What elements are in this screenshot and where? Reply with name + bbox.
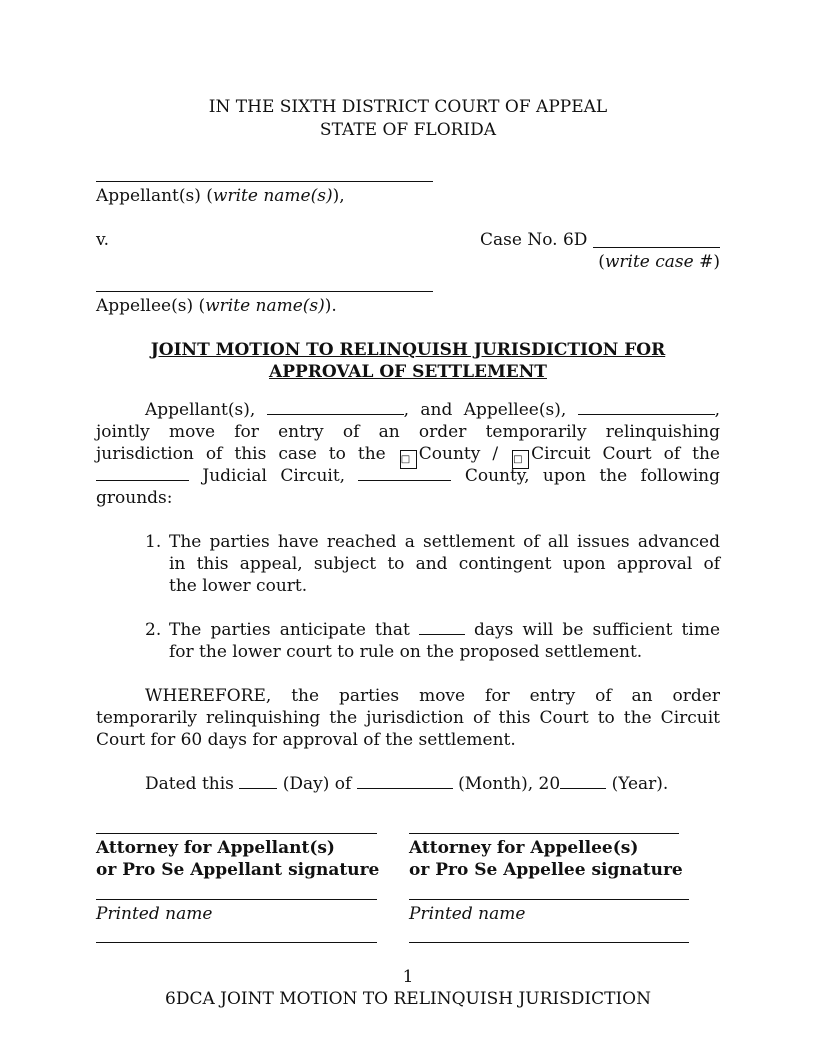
appellant-printed-name-line[interactable]: [96, 899, 377, 900]
form-footer-title: 6DCA JOINT MOTION TO RELINQUISH JURISDICTION: [165, 989, 651, 1009]
case-number-label: Case No. 6D: [480, 230, 588, 250]
case-number-hint: (write case #): [598, 252, 720, 272]
appellant-signature-line[interactable]: [96, 833, 377, 834]
wherefore-line-2: temporarily relinquishing the jurisdiction of this Court to the Circuit: [96, 708, 720, 728]
county-name-field[interactable]: [358, 466, 451, 481]
appellant-hint: write name(s): [212, 186, 333, 206]
appellant-printed-name-label: Printed name: [96, 904, 213, 924]
appellee-printed-name-line[interactable]: [409, 899, 689, 900]
year-field[interactable]: [560, 774, 606, 789]
ground-1-number: 1.: [145, 532, 162, 552]
dated-line: Dated this (Day) of (Month), 20 (Year).: [145, 774, 669, 794]
appellant-extra-line[interactable]: [96, 942, 377, 943]
appellee-names-field[interactable]: [578, 400, 715, 415]
court-name: IN THE SIXTH DISTRICT COURT OF APPEAL: [208, 97, 608, 117]
intro-line-5: grounds:: [96, 488, 173, 508]
intro-line-2: jointly move for entry of an order temporarily relinquishing: [96, 422, 720, 442]
ground-1-line-1: The parties have reached a settlement of all issues advanced: [169, 532, 720, 552]
appellant-signature-label-1: Attorney for Appellant(s): [96, 838, 335, 858]
ground-2-line-2: for the lower court to rule on the proposed settlement.: [169, 642, 643, 662]
day-field[interactable]: [239, 774, 277, 789]
ground-1-line-3: the lower court.: [169, 576, 308, 596]
circuit-court-checkbox[interactable]: □: [512, 450, 529, 469]
appellee-signature-label-2: or Pro Se Appellee signature: [409, 860, 683, 880]
ground-2-line-1: The parties anticipate that days will be sufficient time: [169, 620, 721, 640]
judicial-circuit-field[interactable]: [96, 466, 189, 481]
wherefore-line-3: Court for 60 days for approval of the settlement.: [96, 730, 516, 750]
intro-line-1: Appellant(s), , and Appellee(s), ,: [145, 400, 720, 420]
appellee-extra-line[interactable]: [409, 942, 689, 943]
wherefore-line-1: WHEREFORE, the parties move for entry of an order: [145, 686, 720, 706]
versus-label: v.: [96, 230, 109, 250]
ground-1-line-2: in this appeal, subject to and contingent upon approval of: [169, 554, 720, 574]
motion-title: JOINT MOTION TO RELINQUISH JURISDICTION FOR APPROVAL OF SETTLEMENT: [150, 340, 666, 382]
intro-line-4: Judicial Circuit, County, upon the following: [96, 465, 720, 487]
intro-line-3: jurisdiction of this case to the □ County / □ Circuit Court of the: [96, 443, 720, 469]
appellant-signature-label-2: or Pro Se Appellant signature: [96, 860, 380, 880]
appellant-name-line[interactable]: [96, 181, 433, 182]
state-name: STATE OF FLORIDA: [319, 120, 497, 140]
days-field[interactable]: [419, 620, 465, 635]
county-court-checkbox[interactable]: □: [400, 450, 417, 469]
appellee-label: Appellee(s) (write name(s)).: [96, 296, 337, 316]
appellant-label: Appellant(s) (write name(s)),: [96, 186, 345, 206]
appellee-signature-label-1: Attorney for Appellee(s): [409, 838, 639, 858]
court-header: [0, 96, 816, 142]
month-field[interactable]: [357, 774, 453, 789]
appellee-name-line[interactable]: [96, 291, 433, 292]
page-number: 1: [402, 967, 414, 987]
appellant-names-field[interactable]: [267, 400, 404, 415]
appellee-signature-line[interactable]: [409, 833, 679, 834]
appellee-hint: write name(s): [205, 296, 325, 316]
appellee-printed-name-label: Printed name: [409, 904, 526, 924]
ground-2-number: 2.: [145, 620, 162, 640]
case-number-field[interactable]: [593, 247, 720, 248]
